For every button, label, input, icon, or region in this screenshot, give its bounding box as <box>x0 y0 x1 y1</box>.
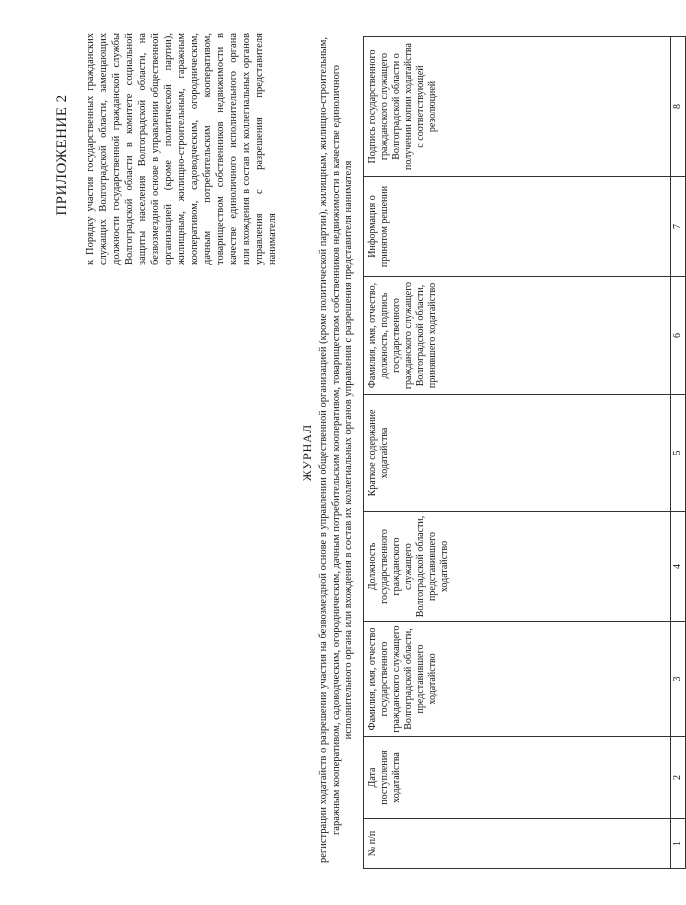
column-header-receiver: Фамилия, имя, отчество, должность, подпись государственного гражданского служащего Волгоградской области, принявшего ходатайство <box>364 277 671 395</box>
column-number: 5 <box>671 395 686 512</box>
journal-title: ЖУРНАЛ <box>300 423 314 482</box>
column-number: 1 <box>671 819 686 869</box>
journal-table <box>363 36 686 869</box>
table-header-row <box>364 37 671 869</box>
column-header-number: № п/п <box>364 819 671 869</box>
column-header-signature: Подпись государственного гражданского служащего Волгоградской области о получении копии ходатайства с соответствующей резолюцией <box>364 37 671 177</box>
annex-reference-text: к Порядку участия государственных гражданских служащих Волгоградской области, замещающих должности государственной гражданской службы Волгоградской области в комитете социальной защиты населения Волгоградской области, на безвозмездной основе в управлении общественной организацией (кроме политической партии), жилищным, жилищно-строительным, гаражным кооперативом, садоводческим, огородническим, дачным потребительским кооперативом, товариществом собственников недвижимости в качестве единоличного исполнительного органа или вхождения в состав их коллегиальных органов управления с разрешения представителя нанимателя <box>85 33 278 265</box>
column-header-applicant-name: Фамилия, имя, отчество государственного гражданского служащего Волгоградской области, представившего ходатайство <box>364 622 671 737</box>
column-number: 8 <box>671 37 686 177</box>
column-number: 2 <box>671 737 686 819</box>
column-number: 7 <box>671 177 686 277</box>
annex-heading: ПРИЛОЖЕНИЕ 2 <box>54 94 70 216</box>
column-header-decision: Информация о принятом решении <box>364 177 671 277</box>
column-number: 3 <box>671 622 686 737</box>
column-header-date: Дата поступления ходатайства <box>364 737 671 819</box>
journal-description: регистрации ходатайств о разрешении участия на безвозмездной основе в управлении общественной организацией (кроме политической партии), жилищным, жилищно-строительным, гаражным кооперативом, садоводческим, огородническим, дачным потребительским кооперативом, товариществом собственников недвижимости в качестве единоличного исполнительного органа или вхождения в состав их коллегиальных органов управления с разрешения представителя нанимателя <box>318 37 354 863</box>
column-header-summary: Краткое содержание ходатайства <box>364 395 671 512</box>
column-number: 6 <box>671 277 686 395</box>
column-number: 4 <box>671 512 686 622</box>
column-header-applicant-position: Должность государственного гражданского служащего Волгоградской области, представившего ходатайство <box>364 512 671 622</box>
column-number-row <box>671 37 686 869</box>
